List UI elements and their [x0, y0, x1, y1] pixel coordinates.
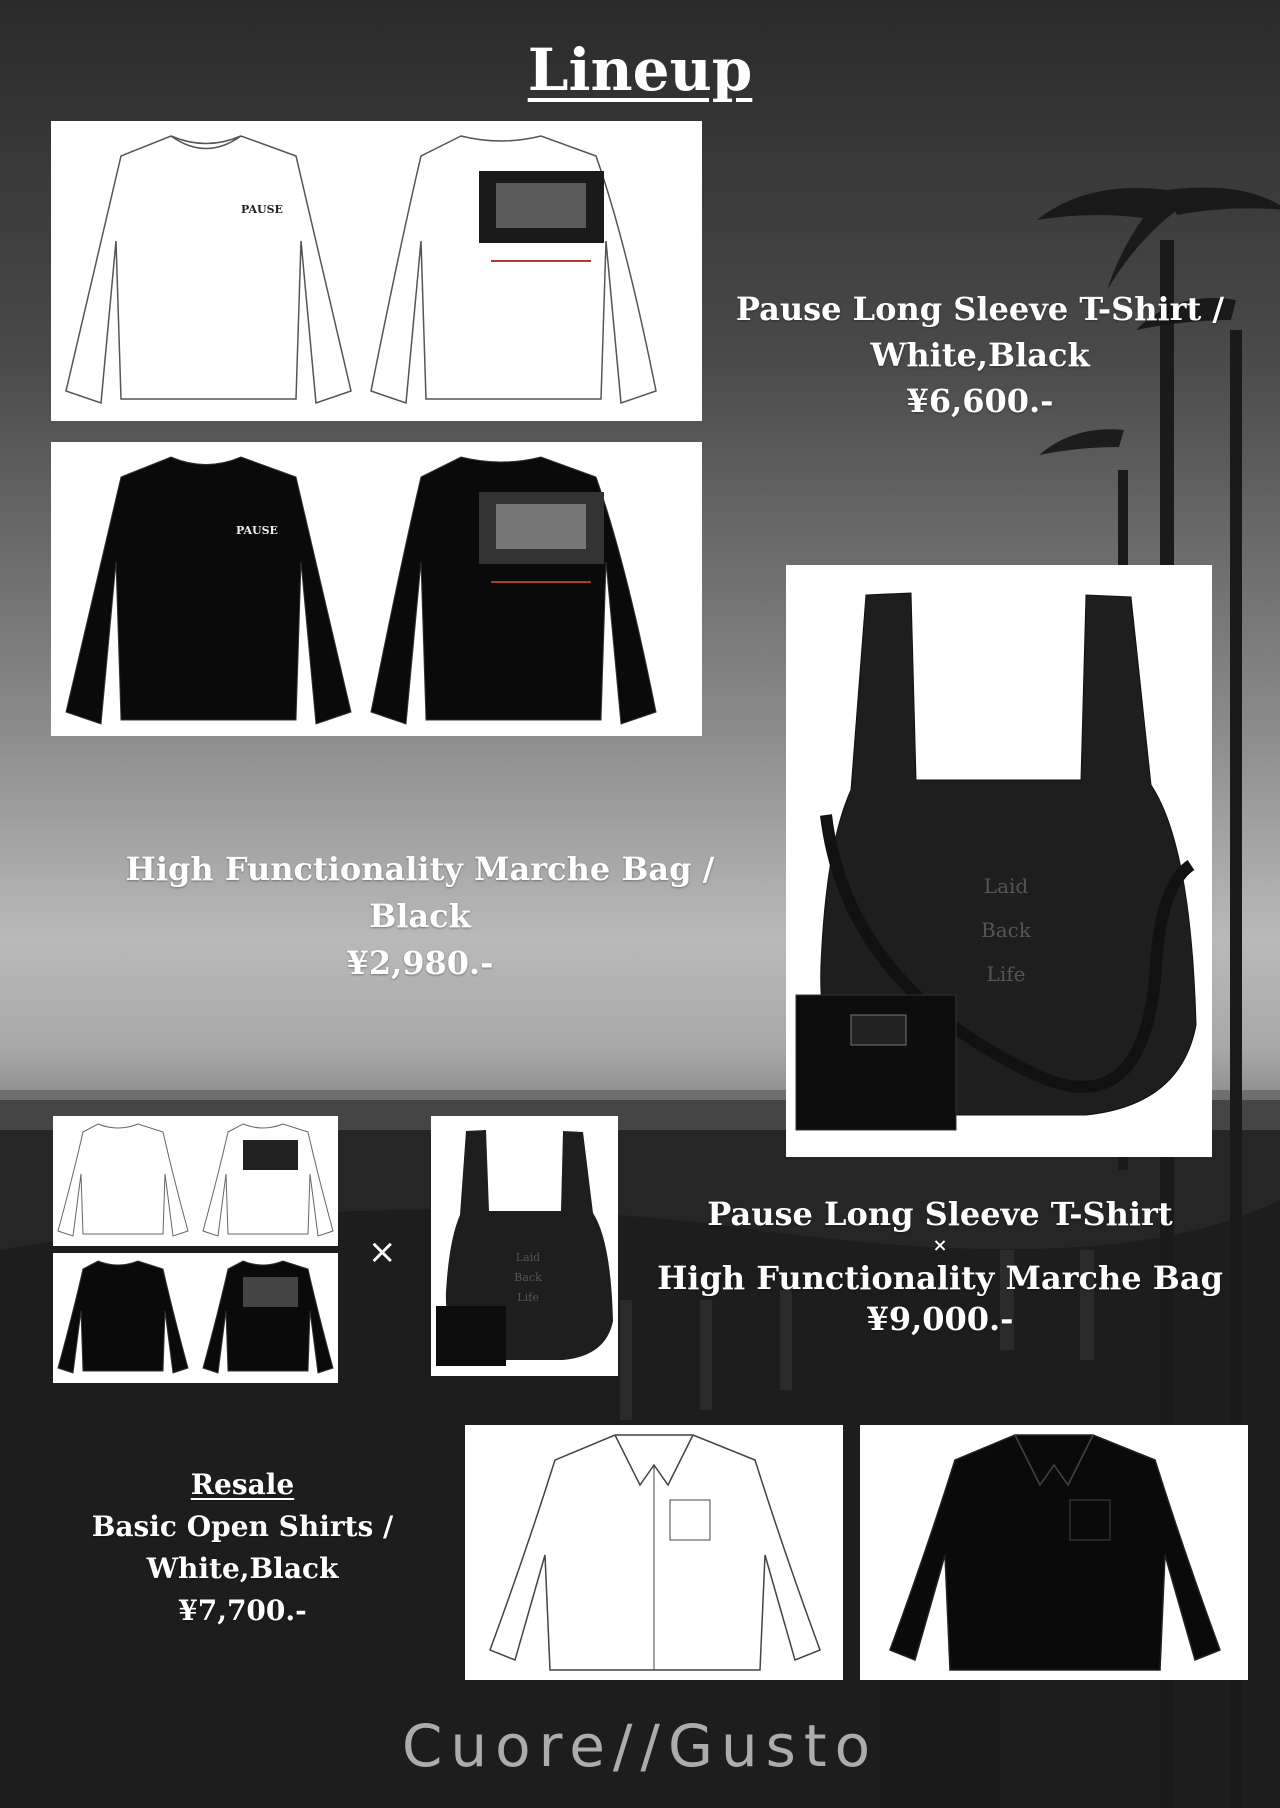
- tshirt-label: [720, 286, 1240, 424]
- set-price: ¥9,000.-: [866, 1300, 1014, 1338]
- pause-logo: PAUSE: [236, 524, 278, 537]
- tshirt-black-image: [51, 442, 702, 736]
- tshirt-price: ¥6,600.-: [906, 382, 1054, 420]
- brand-logo: Cuore//Gusto: [401, 1712, 879, 1780]
- set-cross: ×: [932, 1235, 948, 1256]
- bag-name: High Functionality Marche Bag /: [125, 850, 715, 888]
- tshirt-name: Pause Long Sleeve T-Shirt /: [735, 290, 1225, 328]
- set-tshirt-black-image: [53, 1253, 338, 1383]
- set-item-1: Pause Long Sleeve T-Shirt: [707, 1195, 1173, 1233]
- shirts-colors: White,Black: [146, 1552, 339, 1585]
- shirts-name: Basic Open Shirts /: [91, 1510, 394, 1543]
- open-shirt-black-image: [860, 1425, 1248, 1680]
- bag-colors: Black: [369, 897, 471, 935]
- resale-tag: Resale: [190, 1468, 295, 1501]
- set-bag-print-back: Back: [514, 1271, 542, 1284]
- set-tshirt-white-image: [53, 1116, 338, 1246]
- tshirt-colors: White,Black: [870, 336, 1090, 374]
- set-bag-image: [431, 1116, 618, 1376]
- set-bag-print-laid: Laid: [515, 1251, 541, 1264]
- bag-print-back: Back: [981, 918, 1031, 942]
- tshirt-black-front: [66, 457, 351, 724]
- tshirt-white-front: [66, 136, 351, 403]
- bag-print-laid: Laid: [983, 874, 1029, 898]
- bag-price: ¥2,980.-: [346, 944, 494, 982]
- set-label: [630, 1194, 1250, 1340]
- pause-logo: PAUSE: [241, 203, 283, 216]
- bag-print-life: Life: [986, 962, 1026, 986]
- set-bag-print-life: Life: [517, 1291, 539, 1304]
- set-item-2: High Functionality Marche Bag: [657, 1259, 1223, 1297]
- bag-label: [60, 846, 780, 987]
- open-shirt-white-image: [465, 1425, 843, 1680]
- bag-print: [981, 874, 1032, 986]
- marche-bag-image: [786, 565, 1212, 1157]
- tshirt-white-image: [51, 121, 702, 421]
- shirts-label: [40, 1464, 445, 1632]
- page-title: Lineup: [527, 36, 753, 104]
- set-image-cross: ×: [368, 1232, 397, 1272]
- shirts-price: ¥7,700.-: [178, 1594, 307, 1627]
